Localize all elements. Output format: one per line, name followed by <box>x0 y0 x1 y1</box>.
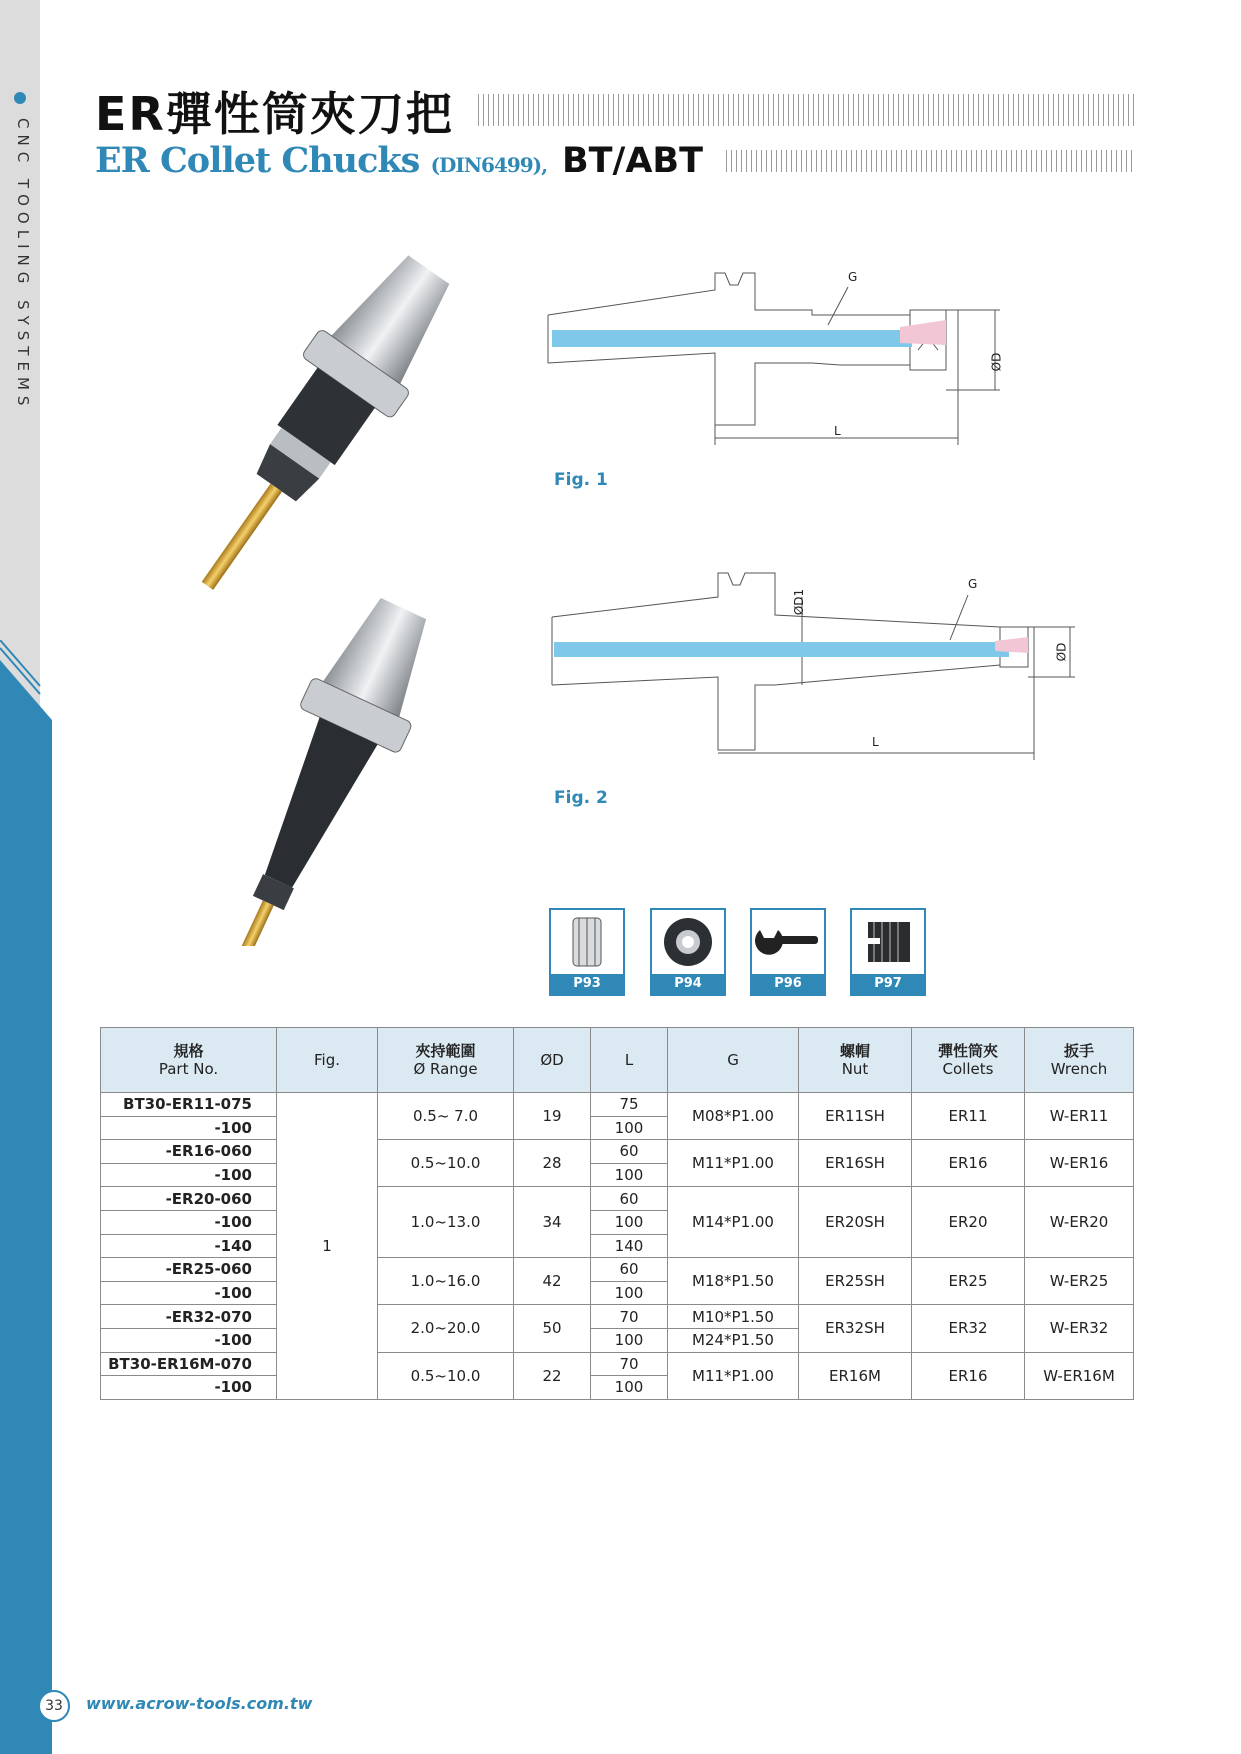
title-english-din: (DIN6499), <box>430 153 548 177</box>
part-no: -100 <box>101 1163 277 1187</box>
part-no: -ER16-060 <box>101 1140 277 1164</box>
title-chinese: ER彈性筒夾刀把 <box>95 87 454 141</box>
fig1-caption: Fig. 1 <box>554 470 608 490</box>
accessory-p94[interactable] <box>650 908 726 996</box>
accessory-p96-label: P96 <box>752 974 824 994</box>
range-cell: 2.0~20.0 <box>378 1305 514 1352</box>
l-cell: 100 <box>591 1328 668 1352</box>
l-cell: 60 <box>591 1140 668 1164</box>
l-cell: 100 <box>591 1210 668 1234</box>
g-cell: M11*P1.00 <box>668 1140 799 1187</box>
header-l: L <box>591 1028 668 1093</box>
range-cell: 1.0~13.0 <box>378 1187 514 1258</box>
header-part-no: 規格 Part No. <box>101 1028 277 1093</box>
stop-screw-icon <box>852 910 924 974</box>
fig2-g-label: G <box>968 577 978 591</box>
accessory-p97-label: P97 <box>852 974 924 994</box>
part-no: -140 <box>101 1234 277 1258</box>
part-no: -ER20-060 <box>101 1187 277 1211</box>
header-range: 夾持範圍 Ø Range <box>378 1028 514 1093</box>
title-english-suffix: BT/ABT <box>562 141 703 181</box>
range-cell: 0.5~ 7.0 <box>378 1093 514 1140</box>
nut-cell: ER16M <box>799 1352 912 1399</box>
g-cell: M14*P1.00 <box>668 1187 799 1258</box>
g-cell: M11*P1.00 <box>668 1352 799 1399</box>
nut-cell: ER25SH <box>799 1258 912 1305</box>
fig2-d-label: ØD <box>1054 642 1069 662</box>
fig2-l-label: L <box>872 735 879 749</box>
wrench-cell: W-ER11 <box>1025 1093 1134 1140</box>
table-row <box>101 1352 1134 1376</box>
footer-url-link[interactable]: www.acrow-tools.com.tw <box>86 1694 313 1713</box>
accessory-p93-label: P93 <box>551 974 623 994</box>
collet-cell: ER25 <box>912 1258 1025 1305</box>
header-wrench: 扳手 Wrench <box>1025 1028 1134 1093</box>
part-no: -100 <box>101 1281 277 1305</box>
collet-cell: ER32 <box>912 1305 1025 1352</box>
part-no: -100 <box>101 1376 277 1400</box>
title-english <box>95 140 547 181</box>
nut-cell: ER32SH <box>799 1305 912 1352</box>
collet-cell: ER16 <box>912 1140 1025 1187</box>
accessory-p93[interactable] <box>549 908 625 996</box>
d-cell: 34 <box>514 1187 591 1258</box>
spec-table <box>100 1027 1134 1400</box>
l-cell: 100 <box>591 1163 668 1187</box>
l-cell: 60 <box>591 1187 668 1211</box>
l-cell: 100 <box>591 1281 668 1305</box>
l-cell: 140 <box>591 1234 668 1258</box>
wrench-cell: W-ER16M <box>1025 1352 1134 1399</box>
nut-cell: ER16SH <box>799 1140 912 1187</box>
l-cell: 70 <box>591 1352 668 1376</box>
fig2-caption: Fig. 2 <box>554 788 608 808</box>
range-cell: 0.5~10.0 <box>378 1140 514 1187</box>
range-cell: 1.0~16.0 <box>378 1258 514 1305</box>
part-no: BT30-ER11-075 <box>101 1093 277 1117</box>
fig1-g-label: G <box>848 270 858 284</box>
d-cell: 42 <box>514 1258 591 1305</box>
accessory-p97[interactable] <box>850 908 926 996</box>
title-english-main: ER Collet Chucks <box>95 140 420 181</box>
d-cell: 28 <box>514 1140 591 1187</box>
d-cell: 19 <box>514 1093 591 1140</box>
nut-cell: ER11SH <box>799 1093 912 1140</box>
g-cell: M10*P1.50 <box>668 1305 799 1329</box>
collet-cell: ER11 <box>912 1093 1025 1140</box>
d-cell: 50 <box>514 1305 591 1352</box>
fig1-l-label: L <box>834 424 841 438</box>
page-number: 33 <box>38 1690 70 1722</box>
table-row <box>101 1305 1134 1329</box>
fig2-d1-label: ØD1 <box>792 588 807 616</box>
wrench-cell: W-ER32 <box>1025 1305 1134 1352</box>
title-hatch-top <box>478 94 1134 126</box>
d-cell: 22 <box>514 1352 591 1399</box>
fig1-d-label: ØD <box>989 352 1004 372</box>
side-label: CNC TOOLING SYSTEMS <box>14 118 32 412</box>
title-hatch-bottom <box>726 150 1134 172</box>
header-fig: Fig. <box>277 1028 378 1093</box>
wrench-cell: W-ER25 <box>1025 1258 1134 1305</box>
wrench-cell: W-ER20 <box>1025 1187 1134 1258</box>
header-nut: 螺帽 Nut <box>799 1028 912 1093</box>
l-cell: 100 <box>591 1116 668 1140</box>
l-cell: 60 <box>591 1258 668 1282</box>
collet-cell: ER20 <box>912 1187 1025 1258</box>
range-cell: 0.5~10.0 <box>378 1352 514 1399</box>
g-cell: M08*P1.00 <box>668 1093 799 1140</box>
part-no: -100 <box>101 1116 277 1140</box>
product-photo-1 <box>140 248 470 598</box>
part-no: -100 <box>101 1210 277 1234</box>
collet-cell: ER16 <box>912 1352 1025 1399</box>
header-d: ØD <box>514 1028 591 1093</box>
accessory-p96[interactable] <box>750 908 826 996</box>
part-no: -100 <box>101 1328 277 1352</box>
accessory-p94-label: P94 <box>652 974 724 994</box>
table-row <box>101 1093 1134 1117</box>
table-row <box>101 1258 1134 1282</box>
wrench-cell: W-ER16 <box>1025 1140 1134 1187</box>
l-cell: 75 <box>591 1093 668 1117</box>
header-collets: 彈性筒夾 Collets <box>912 1028 1025 1093</box>
l-cell: 70 <box>591 1305 668 1329</box>
product-photo-2 <box>140 596 470 946</box>
g-cell: M18*P1.50 <box>668 1258 799 1305</box>
l-cell: 100 <box>591 1376 668 1400</box>
collet-icon <box>551 910 623 974</box>
figure-1-drawing <box>540 265 1020 450</box>
part-no: -ER32-070 <box>101 1305 277 1329</box>
header-g: G <box>668 1028 799 1093</box>
side-band-blue <box>0 720 52 1754</box>
fig-cell: 1 <box>277 1093 378 1400</box>
nut-icon <box>652 910 724 974</box>
figure-2-drawing <box>540 565 1100 760</box>
nut-cell: ER20SH <box>799 1187 912 1258</box>
g-cell-secondary: M24*P1.50 <box>668 1328 799 1352</box>
part-no: -ER25-060 <box>101 1258 277 1282</box>
table-header-row <box>101 1028 1134 1093</box>
side-dot-icon <box>14 92 26 104</box>
part-no: BT30-ER16M-070 <box>101 1352 277 1376</box>
wrench-icon <box>752 910 824 974</box>
table-row <box>101 1187 1134 1211</box>
table-row <box>101 1140 1134 1164</box>
